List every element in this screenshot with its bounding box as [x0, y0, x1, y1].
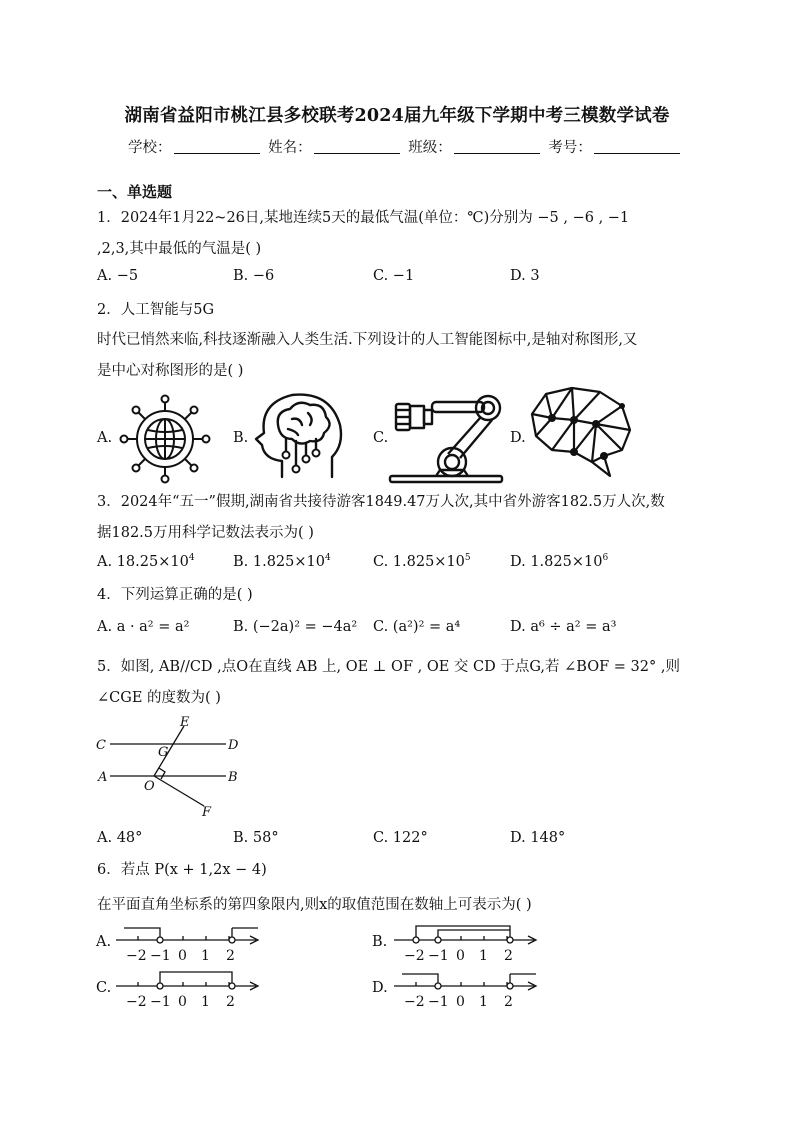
svg-text:−2: −2 — [404, 948, 425, 962]
polygon-brain-icon — [526, 384, 634, 484]
q2-stem-line1: 2．人工智能与5G — [97, 302, 215, 318]
school-blank[interactable] — [174, 139, 260, 154]
q6-stem-line1: 6．若点 P(x + 1,2x − 4) — [97, 862, 267, 878]
q4-option-b[interactable]: B. (−2a)² = −4a² — [233, 619, 358, 635]
svg-text:2: 2 — [504, 994, 513, 1008]
number-line-d — [388, 964, 548, 1012]
q5-geometry-figure — [92, 712, 252, 826]
svg-text:2: 2 — [226, 994, 235, 1008]
label-e: E — [180, 715, 190, 730]
q5-option-c[interactable]: C. 122° — [373, 830, 428, 846]
q6-option-d[interactable]: D. — [372, 980, 388, 996]
q2-stem-line2: 时代已悄然来临,科技逐渐融入人类生活.下列设计的人工智能图标中,是轴对称图形,又 — [97, 332, 638, 348]
q1-option-c[interactable]: C. −1 — [373, 268, 415, 284]
svg-text:−1: −1 — [428, 994, 449, 1008]
q6-option-c[interactable]: C. — [96, 980, 112, 996]
label-g: G — [158, 745, 169, 760]
label-c: C — [96, 738, 106, 753]
q5-option-d[interactable]: D. 148° — [510, 830, 566, 846]
head-circuit-icon — [252, 389, 348, 485]
svg-text:0: 0 — [456, 994, 465, 1008]
q3-option-c[interactable]: C. $1.825\times 10^5$ — [373, 553, 471, 570]
q6-option-a[interactable]: A. — [96, 934, 112, 950]
svg-text:1: 1 — [479, 994, 488, 1008]
q2-option-c[interactable]: C. — [373, 430, 389, 446]
q1-option-a[interactable]: A. −5 — [97, 268, 139, 284]
name-label: 姓名： — [268, 140, 312, 156]
student-info-line — [128, 136, 684, 157]
q6-option-b[interactable]: B. — [372, 934, 388, 950]
svg-text:0: 0 — [456, 948, 465, 962]
label-b: B — [228, 770, 238, 785]
svg-text:1: 1 — [201, 948, 210, 962]
class-blank[interactable] — [454, 139, 540, 154]
svg-text:1: 1 — [201, 994, 210, 1008]
q6-stem-line2: 在平面直角坐标系的第四象限内,则x的取值范围在数轴上可表示为( ) — [97, 897, 532, 913]
q2-option-a[interactable]: A. — [97, 430, 113, 446]
label-f: F — [202, 805, 212, 820]
section-heading: 一、单选题 — [97, 183, 173, 201]
q1-stem-line2: ,2,3,其中最低的气温是( ) — [97, 241, 262, 257]
q5-stem-line2: ∠CGE 的度数为( ) — [97, 690, 221, 706]
page-title: 湖南省益阳市桃江县多校联考2024届九年级下学期中考三模数学试卷 — [124, 106, 670, 126]
q3-option-a[interactable]: A. $18.25\times 10^4$ — [97, 553, 195, 570]
svg-text:0: 0 — [178, 948, 187, 962]
globe-virus-icon — [116, 394, 214, 488]
q4-option-a[interactable]: A. a · a² = a² — [97, 619, 190, 635]
svg-text:2: 2 — [226, 948, 235, 962]
svg-text:−2: −2 — [126, 948, 147, 962]
class-label: 班级： — [408, 140, 452, 156]
svg-text:1: 1 — [479, 948, 488, 962]
q5-stem-line1: 5．如图, AB//CD ,点O在直线 AB 上, OE ⊥ OF , OE 交 CD 于点G,若 ∠BOF = 32° ,则 — [97, 659, 680, 675]
q2-stem-line3: 是中心对称图形的是( ) — [97, 363, 244, 379]
q3-option-b[interactable]: B. $1.825\times 10^4$ — [233, 553, 331, 570]
name-blank[interactable] — [314, 139, 400, 154]
svg-text:−1: −1 — [150, 948, 171, 962]
number-line-c — [110, 964, 270, 1012]
svg-text:0: 0 — [178, 994, 187, 1008]
label-d: D — [228, 738, 239, 753]
label-a: A — [98, 770, 108, 785]
q5-option-a[interactable]: A. 48° — [97, 830, 143, 846]
school-label: 学校： — [128, 140, 172, 156]
q4-option-d[interactable]: D. a⁶ ÷ a² = a³ — [510, 619, 617, 635]
svg-text:−1: −1 — [428, 948, 449, 962]
exam-number-blank[interactable] — [594, 139, 680, 154]
q3-stem-line1: 3．2024年“五一”假期,湖南省共接待游客1849.47万人次,其中省外游客182.5万人次,数 — [97, 494, 665, 510]
svg-text:2: 2 — [504, 948, 513, 962]
q2-option-d[interactable]: D. — [510, 430, 526, 446]
q2-option-b[interactable]: B. — [233, 430, 249, 446]
q5-option-b[interactable]: B. 58° — [233, 830, 279, 846]
q4-option-c[interactable]: C. (a²)² = a⁴ — [373, 619, 461, 635]
robot-arm-icon — [388, 392, 508, 488]
number-line-a — [110, 918, 270, 966]
q1-stem-line1: 1．2024年1月22~26日,某地连续5天的最低气温(单位：℃)分别为 −5 , −6 , −1 — [97, 210, 630, 226]
exam-number-label: 考号： — [548, 140, 592, 156]
number-line-b — [388, 918, 548, 966]
svg-text:−2: −2 — [404, 994, 425, 1008]
q4-stem: 4．下列运算正确的是( ) — [97, 587, 253, 603]
q3-option-d[interactable]: D. $1.825\times 10^6$ — [510, 553, 609, 570]
q3-stem-line2: 据182.5万用科学记数法表示为( ) — [97, 525, 314, 541]
q1-option-d[interactable]: D. 3 — [510, 268, 540, 284]
svg-text:−1: −1 — [150, 994, 171, 1008]
label-o: O — [144, 779, 155, 794]
svg-text:−2: −2 — [126, 994, 147, 1008]
q1-option-b[interactable]: B. −6 — [233, 268, 275, 284]
